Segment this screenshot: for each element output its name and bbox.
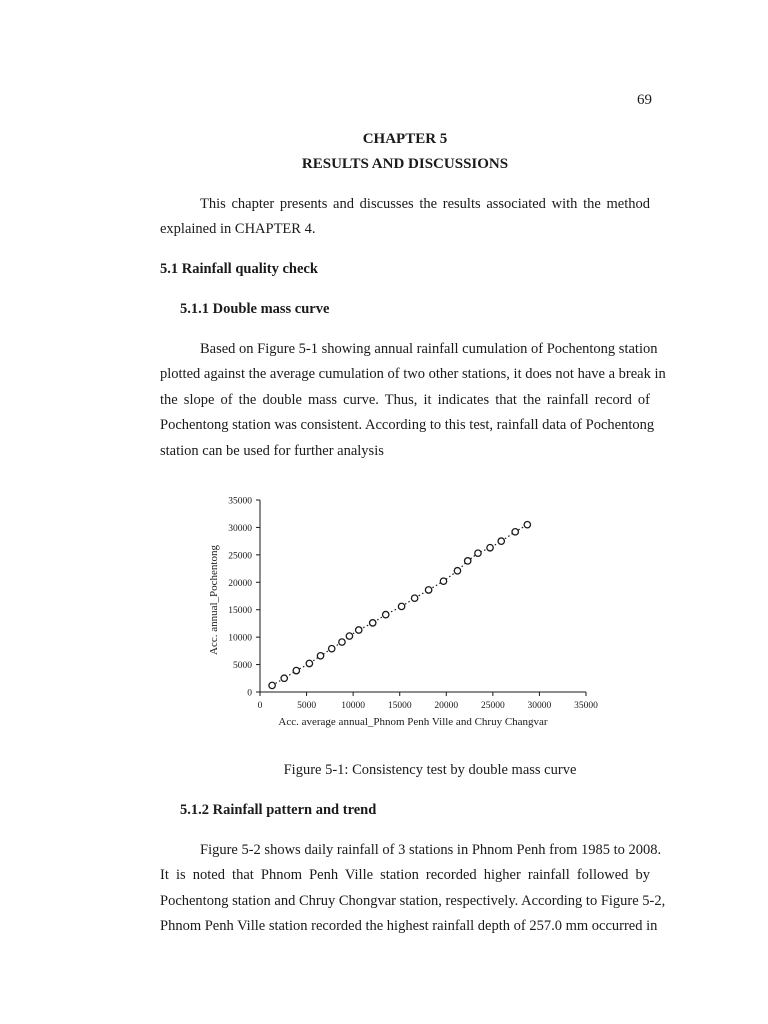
y-tick-label: 0 — [247, 688, 252, 699]
data-point — [512, 529, 518, 535]
intro-paragraph — [160, 192, 650, 243]
data-point — [498, 538, 504, 544]
y-tick-label: 35000 — [228, 496, 252, 507]
double-mass-paragraph — [160, 337, 666, 464]
y-axis-ticks — [228, 497, 260, 699]
dmc-line: plotted against the average cumulation of two other stations, it does not have a break in — [160, 366, 666, 383]
data-point — [329, 645, 335, 651]
y-tick-label: 25000 — [228, 551, 252, 562]
data-point — [411, 595, 417, 601]
rainfall-pattern-paragraph — [160, 838, 666, 940]
data-point — [465, 558, 471, 564]
data-point — [370, 620, 376, 626]
dmc-line: station can be used for further analysis — [160, 442, 384, 459]
data-point — [487, 545, 493, 551]
chapter-label: CHAPTER 5 — [362, 131, 448, 147]
x-tick-label: 20000 — [434, 701, 459, 711]
data-point — [398, 603, 404, 609]
section-heading-5-1: 5.1 Rainfall quality check — [160, 261, 318, 277]
section-heading-5-1-1: 5.1.1 Double mass curve — [180, 301, 330, 317]
x-tick-label: 30000 — [527, 701, 552, 711]
y-tick-label: 30000 — [228, 523, 252, 534]
dmc-line: Pochentong station was consistent. According to this test, rainfall data of Pochentong — [160, 417, 655, 434]
data-point — [524, 521, 530, 527]
x-tick-label: 25000 — [480, 701, 505, 711]
x-tick-label: 35000 — [574, 701, 598, 711]
x-tick-label: 0 — [257, 701, 263, 711]
pattern-line: It is noted that Phnom Penh Ville station recorded higher rainfall followed by — [160, 867, 650, 884]
data-point — [306, 660, 312, 666]
data-points — [269, 521, 531, 688]
data-point — [317, 653, 323, 659]
data-point — [293, 667, 299, 673]
x-axis-ticks — [258, 692, 599, 711]
x-tick-label: 5000 — [297, 701, 317, 711]
pattern-line: Figure 5-2 shows daily rainfall of 3 stations in Phnom Penh from 1985 to 2008. — [200, 842, 662, 858]
figure-5-1 — [200, 487, 610, 737]
intro-line: This chapter presents and discusses the results associated with the method — [200, 196, 650, 212]
y-tick-label: 20000 — [228, 578, 252, 589]
y-tick-label: 15000 — [228, 606, 252, 617]
data-point — [339, 639, 345, 645]
data-point — [425, 587, 431, 593]
x-tick-label: 15000 — [387, 701, 412, 711]
pattern-line: Phnom Penh Ville station recorded the highest rainfall depth of 257.0 mm occurred in — [160, 918, 658, 935]
double-mass-chart — [200, 487, 610, 737]
data-point — [475, 550, 481, 556]
dmc-line: the slope of the double mass curve. Thus, it indicates that the rainfall record of — [160, 391, 650, 408]
data-point — [454, 568, 460, 574]
data-point — [281, 675, 287, 681]
section-heading-5-1-2: 5.1.2 Rainfall pattern and trend — [180, 802, 377, 818]
data-point — [346, 633, 352, 639]
y-axis-title: Acc. annual_Pochentong — [208, 545, 220, 655]
data-point — [440, 578, 446, 584]
x-tick-label: 10000 — [341, 701, 366, 711]
y-tick-label: 10000 — [228, 633, 252, 644]
pattern-line: Pochentong station and Chruy Chongvar station, respectively. According to Figure 5-2, — [160, 892, 666, 909]
x-axis-title: Acc. average annual_Phnom Penh Ville and Chruy Changvar — [278, 716, 548, 728]
y-tick-label: 5000 — [233, 661, 252, 672]
intro-line: explained in CHAPTER 4. — [160, 221, 316, 238]
dmc-line: Based on Figure 5-1 showing annual rainfall cumulation of Pochentong station — [200, 341, 658, 357]
figure-caption: Figure 5-1: Consistency test by double mass curve — [283, 762, 577, 778]
data-point — [383, 611, 389, 617]
data-point — [356, 627, 362, 633]
chapter-title: RESULTS AND DISCUSSIONS — [301, 156, 509, 172]
data-point — [269, 682, 275, 688]
page-number: 69 — [637, 92, 652, 108]
